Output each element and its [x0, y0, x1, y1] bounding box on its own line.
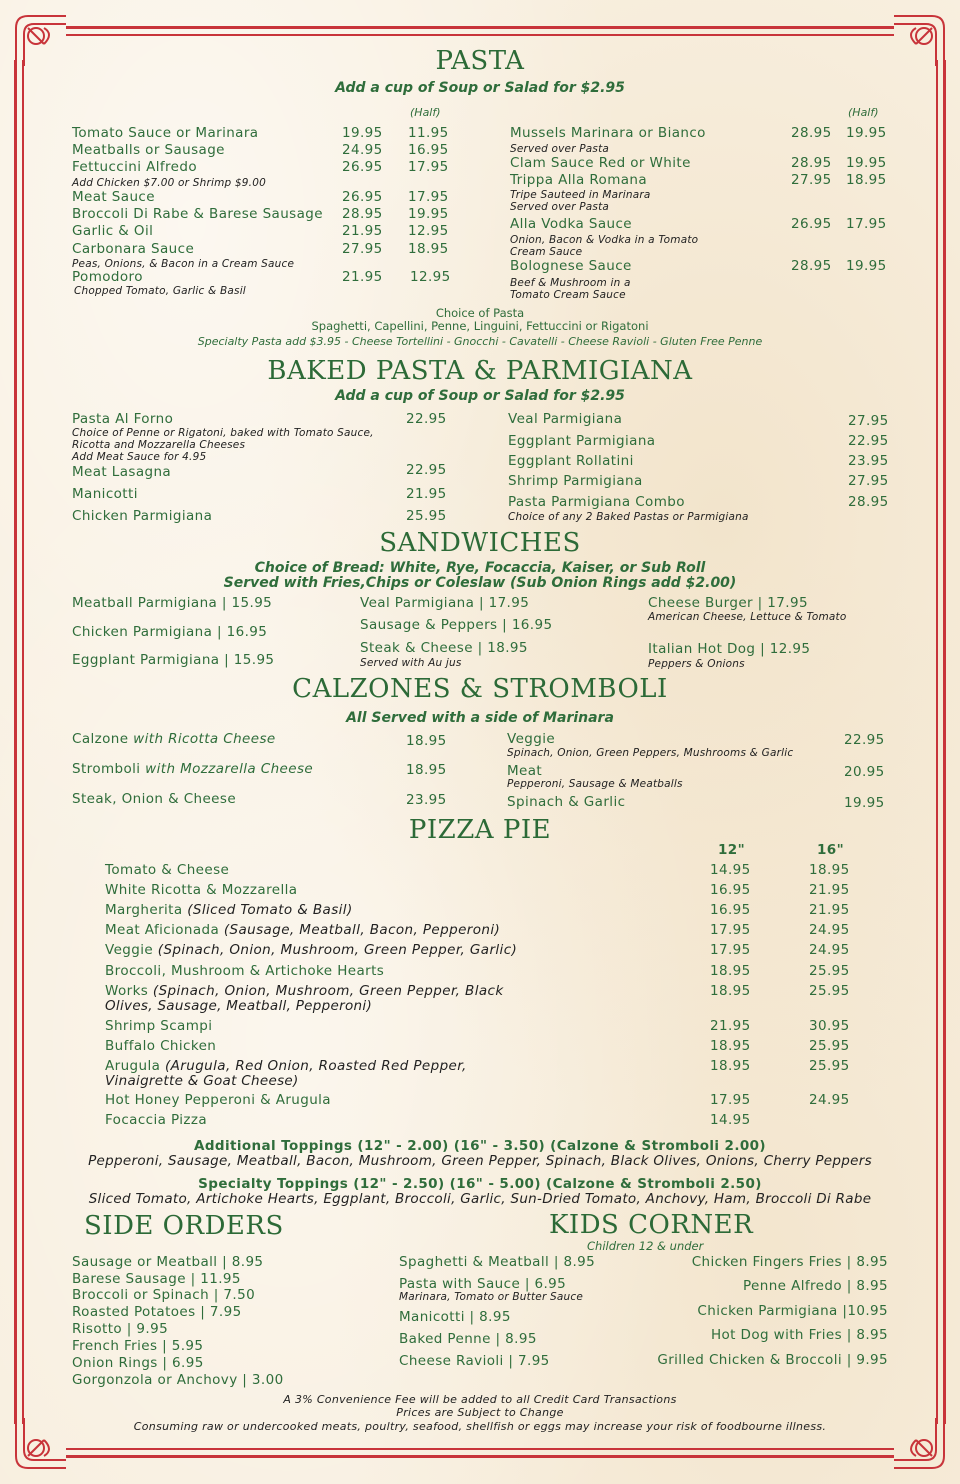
- pasta-item-half: 18.95: [846, 172, 887, 188]
- pizza-price-12: 18.95: [710, 963, 751, 979]
- pasta-item-price: 27.95: [342, 241, 383, 257]
- kids-item: Spaghetti & Meatball | 8.95: [399, 1254, 596, 1270]
- pizza-price-16: 24.95: [809, 942, 850, 958]
- baked-item-name: Chicken Parmigiana: [72, 508, 213, 524]
- pasta-choice-title: Choice of Pasta: [435, 306, 525, 320]
- pasta-item-price: 26.95: [791, 216, 832, 232]
- pizza-item-name: Shrimp Scampi: [105, 1018, 213, 1034]
- baked-item-price: 27.95: [848, 413, 889, 429]
- pasta-item-half: 11.95: [408, 125, 449, 141]
- pizza-price-12: 18.95: [710, 1058, 751, 1074]
- pizza-price-16: 18.95: [809, 862, 850, 878]
- pasta-item-name: Bolognese Sauce: [510, 258, 632, 274]
- pasta-item-desc: Add Chicken $7.00 or Shrimp $9.00: [72, 177, 266, 189]
- pizza-item-toppings: Vinaigrette & Goat Cheese): [105, 1073, 299, 1089]
- pizza-price-12: 16.95: [710, 902, 751, 918]
- side-item: Risotto | 9.95: [72, 1321, 169, 1337]
- pizza-price-16: 25.95: [809, 963, 850, 979]
- baked-item-name: Pasta Al Forno: [72, 411, 174, 427]
- pasta-item-half: 16.95: [408, 142, 449, 158]
- baked-item-name: Eggplant Rollatini: [508, 453, 634, 469]
- pizza-price-12: 14.95: [710, 862, 751, 878]
- baked-title: BAKED PASTA & PARMIGIANA: [267, 356, 693, 386]
- sandwich-desc: Peppers & Onions: [648, 658, 745, 670]
- pasta-item-name: Alla Vodka Sauce: [510, 216, 632, 232]
- calzones-subtitle: All Served with a side of Marinara: [346, 710, 614, 726]
- sandwich-item: Meatball Parmigiana | 15.95: [72, 595, 273, 611]
- specialty-toppings-list: Sliced Tomato, Artichoke Hearts, Eggplant, Broccoli, Garlic, Sun-Dried Tomato, Anchovy, Ham, Broccoli Di Rabe: [88, 1191, 872, 1207]
- footer-fee: A 3% Convenience Fee will be added to all Credit Card Transactions: [283, 1393, 677, 1406]
- side-item: Gorgonzola or Anchovy | 3.00: [72, 1372, 284, 1388]
- calzone-item-price: 19.95: [844, 795, 885, 811]
- pizza-price-16: 25.95: [809, 983, 850, 999]
- pizza-item-name: Hot Honey Pepperoni & Arugula: [105, 1092, 331, 1108]
- pasta-item-name: Meatballs or Sausage: [72, 142, 225, 158]
- border-bottom-outer: [66, 1455, 894, 1458]
- kids-item: Baked Penne | 8.95: [399, 1331, 537, 1347]
- border-right-outer: [943, 60, 946, 1424]
- calzone-item-name: Stromboli with Mozzarella Cheese: [72, 761, 314, 777]
- additional-toppings-title: Additional Toppings (12" - 2.00) (16" - 3.50) (Calzone & Stromboli 2.00): [193, 1138, 767, 1154]
- kids-item: Cheese Ravioli | 7.95: [399, 1353, 550, 1369]
- kids-item-desc: Marinara, Tomato or Butter Sauce: [399, 1291, 583, 1303]
- pizza-price-12: 18.95: [710, 983, 751, 999]
- calzone-item-name: Meat: [507, 763, 543, 779]
- pizza-price-16: 21.95: [809, 902, 850, 918]
- pasta-subtitle: Add a cup of Soup or Salad for $2.95: [335, 80, 625, 96]
- pasta-item-price: 26.95: [342, 189, 383, 205]
- sandwich-item: Italian Hot Dog | 12.95: [648, 641, 811, 657]
- baked-item-name: Eggplant Parmigiana: [508, 433, 656, 449]
- pizza-item-name: Margherita (Sliced Tomato & Basil): [105, 902, 353, 918]
- calzone-item-desc: Pepperoni, Sausage & Meatballs: [507, 778, 683, 790]
- pasta-item-half: 17.95: [846, 216, 887, 232]
- sandwich-desc: Served with Au jus: [360, 657, 462, 669]
- pasta-item-price: 28.95: [791, 155, 832, 171]
- pasta-item-desc: Onion, Bacon & Vodka in a Tomato: [510, 234, 699, 246]
- calzone-item-price: 23.95: [406, 792, 447, 808]
- baked-combo-desc: Choice of any 2 Baked Pastas or Parmigiana: [508, 511, 749, 523]
- calzones-title: CALZONES & STROMBOLI: [292, 674, 668, 704]
- border-top-inner: [66, 34, 894, 36]
- side-item: Roasted Potatoes | 7.95: [72, 1304, 242, 1320]
- border-top-outer: [66, 26, 894, 29]
- baked-subtitle: Add a cup of Soup or Salad for $2.95: [335, 388, 625, 404]
- baked-forno-desc: Ricotta and Mozzarella Cheeses: [72, 439, 246, 451]
- pizza-item-toppings: Olives, Sausage, Meatball, Pepperoni): [105, 998, 373, 1014]
- calzone-item-price: 20.95: [844, 764, 885, 780]
- pasta-title: PASTA: [435, 46, 525, 76]
- baked-item-price: 22.95: [848, 433, 889, 449]
- pizza-item-toppings: (Sliced Tomato & Basil): [182, 902, 353, 918]
- pasta-item-desc: Served over Pasta: [510, 201, 610, 213]
- pasta-item-desc: Beef & Mushroom in a: [510, 277, 631, 289]
- border-bottom-inner: [66, 1448, 894, 1450]
- calzone-item-price: 18.95: [406, 762, 447, 778]
- kids-item: Pasta with Sauce | 6.95: [399, 1276, 567, 1292]
- sandwiches-sides: Served with Fries,Chips or Coleslaw (Sub Onion Rings add $2.00): [223, 575, 737, 591]
- pizza-item-toppings: (Spinach, Onion, Mushroom, Green Pepper, Garlic): [153, 942, 518, 958]
- pizza-price-16: 21.95: [809, 882, 850, 898]
- baked-item-price: 23.95: [848, 453, 889, 469]
- pizza-item-name: Veggie (Spinach, Onion, Mushroom, Green Pepper, Garlic): [105, 942, 518, 958]
- pizza-price-12: 16.95: [710, 882, 751, 898]
- pizza-item-name: Arugula (Arugula, Red Onion, Roasted Red Pepper,: [105, 1058, 467, 1074]
- baked-forno-desc: Choice of Penne or Rigatoni, baked with Tomato Sauce,: [72, 427, 374, 439]
- calzone-item-price: 22.95: [844, 732, 885, 748]
- sandwiches-bread: Choice of Bread: White, Rye, Focaccia, Kaiser, or Sub Roll: [254, 560, 706, 576]
- pizza-title: PIZZA PIE: [408, 815, 552, 845]
- side-item: French Fries | 5.95: [72, 1338, 204, 1354]
- pasta-item-half: 18.95: [408, 241, 449, 257]
- side-item: Sausage or Meatball | 8.95: [72, 1254, 264, 1270]
- additional-toppings-list: Pepperoni, Sausage, Meatball, Bacon, Mushroom, Green Pepper, Spinach, Black Olives, Onions, Cherry Peppers: [88, 1153, 872, 1169]
- side-item: Onion Rings | 6.95: [72, 1355, 204, 1371]
- pizza-price-12: 21.95: [710, 1018, 751, 1034]
- pizza-price-16: 25.95: [809, 1038, 850, 1054]
- border-right-inner: [936, 60, 938, 1424]
- pasta-item-name: Broccoli Di Rabe & Barese Sausage: [72, 206, 323, 222]
- baked-item-price: 22.95: [406, 462, 447, 478]
- pasta-item-price: 21.95: [342, 269, 383, 285]
- baked-item-price: 21.95: [406, 486, 447, 502]
- pasta-item-half: 12.95: [408, 223, 449, 239]
- pasta-item-name: Mussels Marinara or Bianco: [510, 125, 706, 141]
- calzone-item-name: Veggie: [507, 731, 556, 747]
- pasta-specialty: Specialty Pasta add $3.95 - Cheese Tortellini - Gnocchi - Cavatelli - Cheese Ravioli - Gluten Free Penne: [197, 335, 763, 348]
- sandwich-item: Veal Parmigiana | 17.95: [360, 595, 530, 611]
- sandwich-item: Eggplant Parmigiana | 15.95: [72, 652, 275, 668]
- pasta-item-name: Tomato Sauce or Marinara: [72, 125, 259, 141]
- pasta-item-half: 17.95: [408, 159, 449, 175]
- pasta-item-name: Meat Sauce: [72, 189, 155, 205]
- calzone-item-name: Calzone with Ricotta Cheese: [72, 731, 276, 747]
- pasta-item-name: Garlic & Oil: [72, 223, 154, 239]
- pasta-item-half: 12.95: [410, 269, 451, 285]
- pizza-item-toppings: (Sausage, Meatball, Bacon, Pepperoni): [219, 922, 501, 938]
- sandwich-item: Cheese Burger | 17.95: [648, 595, 808, 611]
- baked-item-name: Manicotti: [72, 486, 138, 502]
- pizza-price-12: 18.95: [710, 1038, 751, 1054]
- pizza-item-name: Meat Aficionada (Sausage, Meatball, Bacon, Pepperoni): [105, 922, 501, 938]
- pizza-item-name: Buffalo Chicken: [105, 1038, 217, 1054]
- specialty-toppings-title: Specialty Toppings (12" - 2.50) (16" - 5.00) (Calzone & Stromboli 2.50): [198, 1176, 762, 1192]
- pasta-choice-list: Spaghetti, Capellini, Penne, Linguini, Fettuccini or Rigatoni: [311, 319, 649, 333]
- kids-item: Grilled Chicken & Broccoli | 9.95: [657, 1352, 888, 1368]
- border-left-outer: [14, 60, 17, 1424]
- pasta-item-price: 26.95: [342, 159, 383, 175]
- pasta-item-desc: Tripe Sauteed in Marinara: [510, 189, 651, 201]
- pasta-item-price: 19.95: [342, 125, 383, 141]
- pasta-item-name: Pomodoro: [72, 269, 143, 285]
- baked-item-price: 27.95: [848, 473, 889, 489]
- kids-title: KIDS CORNER: [549, 1210, 754, 1240]
- footer-warning: Consuming raw or undercooked meats, poultry, seafood, shellfish or eggs may increase your risk of foodbourne illness.: [133, 1420, 827, 1433]
- pasta-item-half: 19.95: [408, 206, 449, 222]
- pizza-price-16: 24.95: [809, 1092, 850, 1108]
- pasta-half-label-left: (Half): [410, 106, 441, 119]
- pasta-item-desc: Peas, Onions, & Bacon in a Cream Sauce: [72, 258, 295, 270]
- sides-title: SIDE ORDERS: [84, 1211, 284, 1241]
- border-left-inner: [22, 60, 24, 1424]
- pasta-item-price: 21.95: [342, 223, 383, 239]
- pizza-item-toppings: (Arugula, Red Onion, Roasted Red Pepper,: [160, 1058, 467, 1074]
- pizza-item-name: Works (Spinach, Onion, Mushroom, Green Pepper, Black: [105, 983, 504, 999]
- calzone-item-name: Steak, Onion & Cheese: [72, 791, 237, 807]
- pasta-item-half: 19.95: [846, 258, 887, 274]
- baked-item-price: 25.95: [406, 508, 447, 524]
- pizza-price-12: 17.95: [710, 1092, 751, 1108]
- pasta-item-half: 17.95: [408, 189, 449, 205]
- pizza-item-toppings: (Spinach, Onion, Mushroom, Green Pepper, Black: [148, 983, 504, 999]
- calzone-item-price: 18.95: [406, 733, 447, 749]
- pasta-item-desc: Tomato Cream Sauce: [510, 289, 626, 301]
- pizza-size-16: 16": [817, 842, 845, 858]
- sandwich-item: Chicken Parmigiana | 16.95: [72, 624, 268, 640]
- pizza-price-12: 14.95: [710, 1112, 751, 1128]
- footer-prices: Prices are Subject to Change: [396, 1406, 564, 1419]
- pasta-item-price: 28.95: [791, 258, 832, 274]
- pasta-item-desc: Chopped Tomato, Garlic & Basil: [74, 285, 246, 297]
- baked-item-price: 22.95: [406, 411, 447, 427]
- pasta-item-price: 24.95: [342, 142, 383, 158]
- kids-subtitle: Children 12 & under: [587, 1239, 704, 1253]
- calzone-item-desc: Spinach, Onion, Green Peppers, Mushrooms & Garlic: [507, 747, 794, 759]
- baked-item-name: Pasta Parmigiana Combo: [508, 494, 685, 510]
- sandwiches-title: SANDWICHES: [379, 528, 581, 558]
- pizza-price-12: 17.95: [710, 922, 751, 938]
- calzone-item-name: Spinach & Garlic: [507, 794, 626, 810]
- pizza-size-12: 12": [718, 842, 746, 858]
- sandwich-desc: American Cheese, Lettuce & Tomato: [648, 611, 847, 623]
- pizza-price-12: 17.95: [710, 942, 751, 958]
- kids-item: Chicken Fingers Fries | 8.95: [691, 1254, 888, 1270]
- pasta-half-label-right: (Half): [848, 106, 879, 119]
- baked-item-name: Shrimp Parmigiana: [508, 473, 643, 489]
- pasta-item-half: 19.95: [846, 155, 887, 171]
- pizza-item-name: Focaccia Pizza: [105, 1112, 208, 1128]
- pasta-item-name: Clam Sauce Red or White: [510, 155, 691, 171]
- baked-item-price: 28.95: [848, 494, 889, 510]
- side-item: Broccoli or Spinach | 7.50: [72, 1287, 256, 1303]
- sandwich-item: Steak & Cheese | 18.95: [360, 640, 528, 656]
- pasta-item-half: 19.95: [846, 125, 887, 141]
- kids-item: Penne Alfredo | 8.95: [743, 1278, 888, 1294]
- pizza-price-16: 30.95: [809, 1018, 850, 1034]
- side-item: Barese Sausage | 11.95: [72, 1271, 241, 1287]
- baked-item-name: Veal Parmigiana: [508, 411, 623, 427]
- pizza-item-name: Broccoli, Mushroom & Artichoke Hearts: [105, 963, 385, 979]
- baked-forno-desc: Add Meat Sauce for 4.95: [72, 451, 207, 463]
- pasta-item-name: Carbonara Sauce: [72, 241, 195, 257]
- kids-item: Hot Dog with Fries | 8.95: [710, 1327, 888, 1343]
- pasta-item-price: 28.95: [342, 206, 383, 222]
- pizza-item-name: Tomato & Cheese: [105, 862, 230, 878]
- pasta-item-desc: Served over Pasta: [510, 143, 610, 155]
- kids-item: Manicotti | 8.95: [399, 1309, 511, 1325]
- pizza-price-16: 24.95: [809, 922, 850, 938]
- sandwich-item: Sausage & Peppers | 16.95: [360, 617, 553, 633]
- pasta-item-name: Fettuccini Alfredo: [72, 159, 197, 175]
- pasta-item-desc: Cream Sauce: [510, 246, 583, 258]
- pizza-price-16: 25.95: [809, 1058, 850, 1074]
- baked-item-name: Meat Lasagna: [72, 464, 172, 480]
- kids-item: Chicken Parmigiana |10.95: [697, 1303, 888, 1319]
- pasta-item-price: 28.95: [791, 125, 832, 141]
- pizza-item-name: White Ricotta & Mozzarella: [105, 882, 298, 898]
- pasta-item-price: 27.95: [791, 172, 832, 188]
- pasta-item-name: Trippa Alla Romana: [510, 172, 648, 188]
